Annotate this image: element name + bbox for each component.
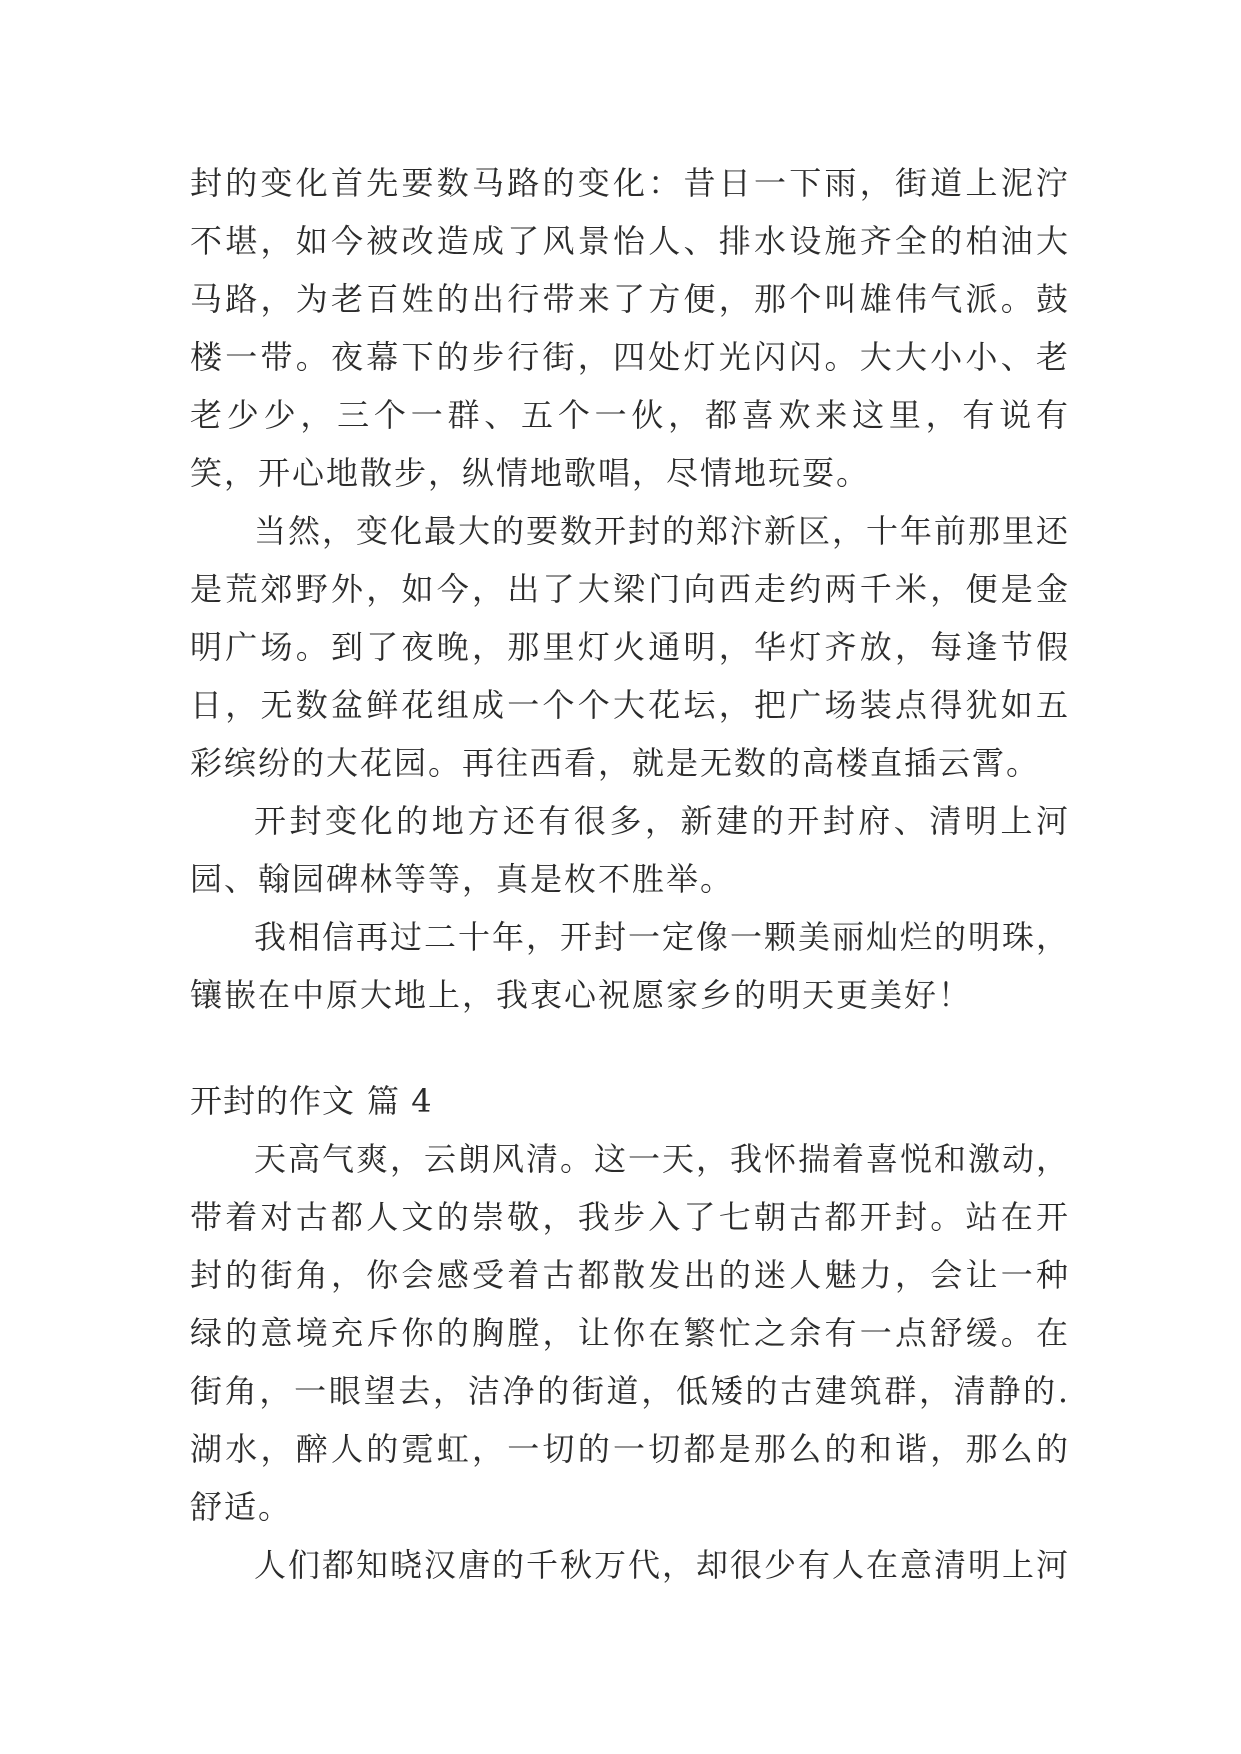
paragraph-autumn-visit: 天高气爽，云朗风清。这一天，我怀揣着喜悦和激动，带着对古都人文的崇敬，我步入了七朝古都开封。站在开封的街角，你会感受着古都散发出的迷人魅力，会让一种绿的意境充斥你的胸膛，让你在繁忙之余有一点舒缓。在街角，一眼望去，洁净的街道，低矮的古建筑群，清静的.湖水，醉人的霓虹，一切的一切都是那么的和谐，那么的舒适。 — [190, 1140, 1071, 1526]
section-heading — [190, 1072, 1070, 1130]
paragraph-han-tang: 人们都知晓汉唐的千秋万代，却很少有人在意清明上河 — [254, 1546, 1071, 1584]
document-body — [190, 154, 1070, 1594]
paragraph-other-changes: 开封变化的地方还有很多，新建的开封府、清明上河园、翰园碑林等等，真是枚不胜举。 — [190, 802, 1070, 898]
section-number-label: 篇 4 — [367, 1082, 433, 1120]
paragraph-future-wish: 我相信再过二十年，开封一定像一颗美丽灿烂的明珠，镶嵌在中原大地上，我衷心祝愿家乡的明天更美好！ — [190, 918, 1071, 1014]
paragraph-road-changes: 封的变化首先要数马路的变化：昔日一下雨，街道上泥泞不堪，如今被改造成了风景怡人、排水设施齐全的柏油大马路，为老百姓的出行带来了方便，那个叫雄伟气派。鼓楼一带。夜幕下的步行街，四处灯光闪闪。大大小小、老老少少，三个一群、五个一伙，都喜欢来这里，有说有笑，开心地散步，纵情地歌唱，尽情地玩耍。 — [190, 164, 1070, 492]
paragraph-zhengbian-new-district: 当然，变化最大的要数开封的郑汴新区，十年前那里还是荒郊野外，如今，出了大梁门向西走约两千米，便是金明广场。到了夜晚，那里灯火通明，华灯齐放，每逢节假日，无数盆鲜花组成一个个大花坛，把广场装点得犹如五彩缤纷的大花园。再往西看，就是无数的高楼直插云霄。 — [190, 512, 1071, 782]
section-title: 开封的作文 — [190, 1082, 356, 1120]
